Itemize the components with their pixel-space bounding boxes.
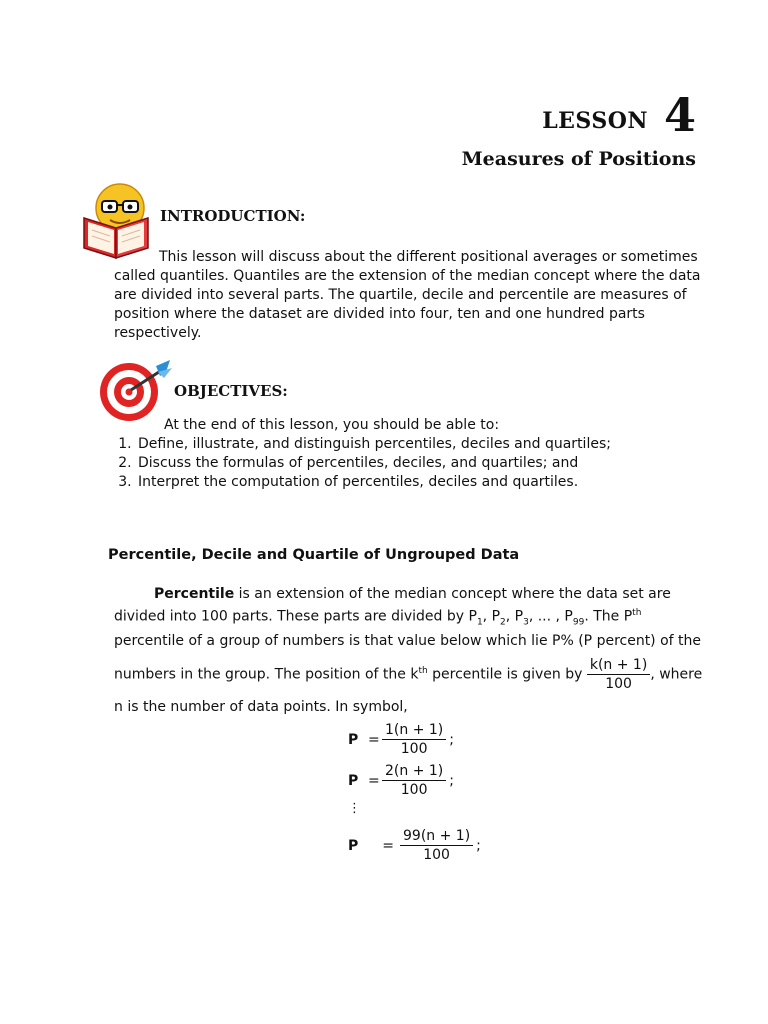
paragraph-text: percentile of a group of numbers is that value below which lie P% (P percent) of the numbers in the group. The position of the k bbox=[114, 633, 702, 683]
formula-lhs: P bbox=[348, 731, 359, 748]
formula-p99 bbox=[348, 828, 481, 863]
section-title: Percentile, Decile and Quartile of Ungrouped Data bbox=[108, 547, 520, 563]
formula-lhs: P bbox=[348, 837, 359, 854]
formula-fraction bbox=[382, 763, 446, 798]
superscript: th bbox=[418, 666, 428, 677]
paragraph-text: . The P bbox=[584, 608, 633, 625]
fraction-denominator: 100 bbox=[605, 676, 632, 693]
fraction-numerator: k(n + 1) bbox=[587, 657, 650, 675]
subscript: 99 bbox=[572, 617, 585, 628]
paragraph-text: , where n is the number of data points. In symbol, bbox=[114, 666, 703, 716]
formula-lhs: P bbox=[348, 772, 359, 789]
formula-equals: = bbox=[382, 837, 394, 854]
introduction-heading: INTRODUCTION: bbox=[160, 207, 306, 225]
subscript: 3 bbox=[523, 617, 529, 628]
formula-end: ; bbox=[476, 837, 481, 854]
fraction-numerator: 1(n + 1) bbox=[382, 722, 446, 740]
objectives-intro: At the end of this lesson, you should be able to: bbox=[164, 417, 500, 433]
vertical-ellipsis: ⋮ bbox=[348, 801, 361, 816]
position-fraction bbox=[587, 657, 650, 692]
paragraph-text: percentile is given by bbox=[427, 666, 587, 683]
objectives-heading: OBJECTIVES: bbox=[174, 382, 288, 400]
objective-item: 3. Interpret the computation of percentiles, deciles and quartiles. bbox=[136, 473, 714, 492]
superscript: th bbox=[632, 608, 642, 618]
objectives-list bbox=[114, 435, 714, 492]
lesson-subtitle: Measures of Positions bbox=[461, 148, 696, 170]
introduction-text: This lesson will discuss about the different positional averages or sometimes called quantiles. Quantiles are the extension of the median concept where the data are divided into several parts. The quartile, decile and percentile are measures of position where the dataset are divided into four, ten and one hundred parts respectively. bbox=[114, 249, 701, 341]
objective-item: 2. Discuss the formulas of percentiles, deciles, and quartiles; and bbox=[136, 454, 714, 473]
formula-p1 bbox=[348, 722, 454, 757]
fraction-numerator: 2(n + 1) bbox=[382, 763, 446, 781]
fraction-denominator: 100 bbox=[400, 782, 428, 798]
fraction-denominator: 100 bbox=[400, 741, 428, 757]
formula-equals: = bbox=[368, 731, 380, 748]
formula-end: ; bbox=[449, 731, 454, 748]
paragraph-text: , ... , P bbox=[528, 608, 573, 625]
subscript: 2 bbox=[500, 617, 506, 628]
target-icon bbox=[98, 358, 176, 424]
formula-p2 bbox=[348, 763, 454, 798]
lesson-number: 4 bbox=[663, 88, 696, 142]
formula-end: ; bbox=[449, 772, 454, 789]
formula-equals: = bbox=[368, 772, 380, 789]
subscript: 1 bbox=[476, 617, 483, 628]
paragraph-text: is an extension of the median concept where the data set are divided into 100 parts. These parts are divided by P bbox=[114, 586, 671, 625]
formula-fraction bbox=[382, 722, 446, 757]
percentile-term: Percentile bbox=[154, 586, 235, 602]
fraction-denominator: 100 bbox=[423, 847, 450, 863]
paragraph-text: , P bbox=[505, 608, 524, 625]
percentile-paragraph bbox=[114, 585, 704, 717]
formula-fraction bbox=[400, 828, 473, 863]
paragraph-text: , P bbox=[482, 608, 501, 625]
objectives-list-container bbox=[114, 435, 714, 492]
fraction-numerator: 99(n + 1) bbox=[400, 828, 473, 846]
lesson-label: LESSON bbox=[542, 108, 648, 134]
objective-item: 1. Define, illustrate, and distinguish percentiles, deciles and quartiles; bbox=[136, 435, 714, 454]
